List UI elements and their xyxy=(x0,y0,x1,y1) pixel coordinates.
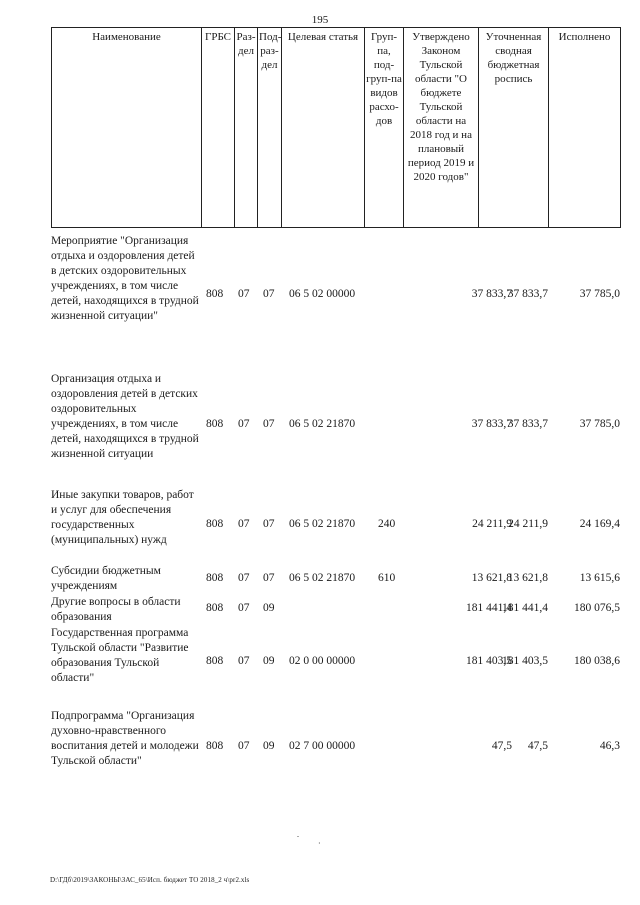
row-podrazdel: 07 xyxy=(263,518,275,530)
row-approved: 47,5 xyxy=(491,740,512,752)
row-grbs: 808 xyxy=(206,418,224,430)
row-target: 06 5 02 21870 xyxy=(289,572,356,584)
row-executed: 24 169,4 xyxy=(579,518,620,530)
row-razdel: 07 xyxy=(238,602,250,614)
row-refined: 37 833,7 xyxy=(507,418,548,430)
table-row xyxy=(51,234,626,354)
table-row xyxy=(51,372,626,477)
row-name: Мероприятие "Организация отдыха и оздоровления детей в детских оздоровительных учреждениях, в том числе детей, находящихся в трудной жизненной ситуации" xyxy=(51,235,199,322)
row-executed: 37 785,0 xyxy=(579,418,620,430)
row-refined: 37 833,7 xyxy=(507,288,548,300)
row-approved: 37 833,7 xyxy=(471,418,512,430)
row-razdel: 07 xyxy=(238,655,250,667)
row-name: Другие вопросы в области образования xyxy=(51,596,181,623)
table-header xyxy=(51,27,621,228)
row-refined: 181 441,4 xyxy=(502,602,548,614)
row-refined: 24 211,9 xyxy=(508,518,548,530)
row-refined: 13 621,8 xyxy=(507,572,548,584)
row-approved: 181 441,4 xyxy=(466,602,512,614)
row-approved: 13 621,8 xyxy=(471,572,512,584)
row-target: 06 5 02 21870 xyxy=(289,418,356,430)
table-row xyxy=(51,626,626,696)
row-executed: 37 785,0 xyxy=(579,288,620,300)
scan-speck: · xyxy=(318,839,321,848)
row-refined: 47,5 xyxy=(527,740,548,752)
scan-speck: . xyxy=(297,830,299,839)
row-target: 06 5 02 00000 xyxy=(289,288,356,300)
row-refined: 181 403,5 xyxy=(502,655,548,667)
header-group: Груп-па, под-груп-па видов расхо-дов xyxy=(365,28,404,228)
row-podrazdel: 07 xyxy=(263,288,275,300)
header-refined: Уточненная сводная бюджетная роспись xyxy=(479,28,549,228)
row-grbs: 808 xyxy=(206,602,224,614)
header-target: Целевая статья xyxy=(282,28,365,228)
row-executed: 46,3 xyxy=(599,740,620,752)
row-approved: 24 211,9 xyxy=(472,518,512,530)
row-podrazdel: 07 xyxy=(263,572,275,584)
row-name: Государственная программа Тульской области "Развитие образования Тульской области" xyxy=(51,627,189,684)
row-grbs: 808 xyxy=(206,572,224,584)
row-name: Иные закупки товаров, работ и услуг для обеспечения государственных (муниципальных) нужд xyxy=(51,489,194,546)
row-podrazdel: 09 xyxy=(263,602,275,614)
row-podrazdel: 09 xyxy=(263,740,275,752)
page-number: 195 xyxy=(311,14,329,26)
table-row xyxy=(51,564,626,594)
header-executed: Исполнено xyxy=(549,28,621,228)
row-razdel: 07 xyxy=(238,572,250,584)
row-group: 240 xyxy=(378,518,396,530)
row-target: 02 7 00 00000 xyxy=(289,740,356,752)
header-podrazdel: Под-раз-дел xyxy=(258,28,282,228)
table-row xyxy=(51,488,626,563)
row-approved: 181 403,5 xyxy=(466,655,512,667)
row-executed: 180 076,5 xyxy=(574,602,620,614)
row-grbs: 808 xyxy=(206,655,224,667)
row-group: 610 xyxy=(378,572,396,584)
row-name: Субсидии бюджетным учреждениям xyxy=(51,565,161,592)
row-grbs: 808 xyxy=(206,288,224,300)
row-name: Организация отдыха и оздоровления детей в детских оздоровительных учреждениях, в том числе детей, находящихся в трудной жизненной ситуации xyxy=(51,373,199,460)
table-row xyxy=(51,709,626,794)
row-executed: 180 038,6 xyxy=(574,655,620,667)
row-razdel: 07 xyxy=(238,288,250,300)
row-executed: 13 615,6 xyxy=(579,572,620,584)
header-razdel: Раз-дел xyxy=(235,28,258,228)
table-row xyxy=(51,595,626,625)
header-name: Наименование xyxy=(52,28,202,228)
file-path-footer: D:\ГДб\2019\ЗАКОНЫ\ЗАС_65\Исп. бюджет ТО 2018_2 ч\pr2.xls xyxy=(50,876,250,884)
header-approved: Утверждено Законом Тульской области "О бюджете Тульской области на 2018 год и на плановый период 2019 и 2020 годов" xyxy=(404,28,479,228)
header-grbs: ГРБС xyxy=(202,28,235,228)
row-podrazdel: 09 xyxy=(263,655,275,667)
row-target: 02 0 00 00000 xyxy=(289,655,356,667)
row-grbs: 808 xyxy=(206,740,224,752)
row-grbs: 808 xyxy=(206,518,224,530)
row-podrazdel: 07 xyxy=(263,418,275,430)
row-target: 06 5 02 21870 xyxy=(289,518,356,530)
row-razdel: 07 xyxy=(238,418,250,430)
row-name: Подпрограмма "Организация духовно-нравственного воспитания детей и молодежи Тульской области" xyxy=(51,710,199,767)
row-razdel: 07 xyxy=(238,740,250,752)
row-razdel: 07 xyxy=(238,518,250,530)
row-approved: 37 833,7 xyxy=(471,288,512,300)
